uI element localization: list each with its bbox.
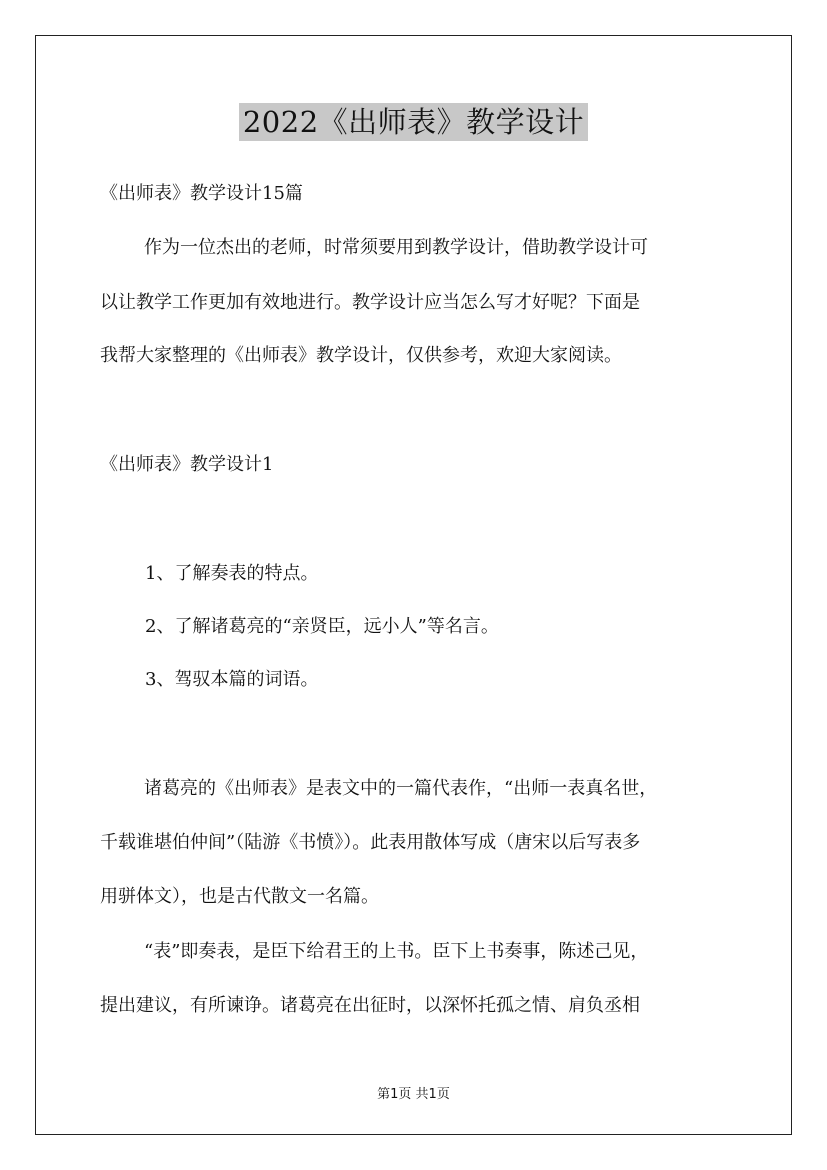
- document-title: 2022《出师表》教学设计: [239, 103, 588, 141]
- section-heading: 《出师表》教学设计1: [100, 454, 274, 475]
- document-subtitle: 《出师表》教学设计15篇: [100, 183, 303, 204]
- para1-line-2: 千载谁堪伯仲间”（陆游《书愤》）。此表用散体写成（唐宋以后写表多: [100, 832, 641, 853]
- intro-line-1: 作为一位杰出的老师，时常须要用到教学设计，借助教学设计可: [144, 237, 648, 258]
- intro-line-2: 以让教学工作更加有效地进行。教学设计应当怎么写才好呢？下面是: [100, 292, 640, 313]
- goal-item-2: 2、了解诸葛亮的“亲贤臣，远小人”等名言。: [145, 616, 499, 637]
- para2-line-2: 提出建议，有所谏诤。诸葛亮在出征时，以深怀托孤之情、肩负丞相: [100, 995, 640, 1016]
- goal-item-1: 1、了解奏表的特点。: [145, 563, 319, 584]
- intro-line-3: 我帮大家整理的《出师表》教学设计，仅供参考，欢迎大家阅读。: [100, 345, 622, 366]
- goal-item-3: 3、驾驭本篇的词语。: [145, 669, 319, 690]
- document-title-block: [0, 100, 827, 141]
- para1-line-1: 诸葛亮的《出师表》是表文中的一篇代表作，“出师一表真名世，: [144, 778, 658, 799]
- para1-line-3: 用骈体文），也是古代散文一名篇。: [100, 886, 379, 907]
- page-footer: 第1页 共1页: [377, 1087, 450, 1102]
- para2-line-1: “表”即奏表，是臣下给君王的上书。臣下上书奏事，陈述己见，: [144, 941, 649, 962]
